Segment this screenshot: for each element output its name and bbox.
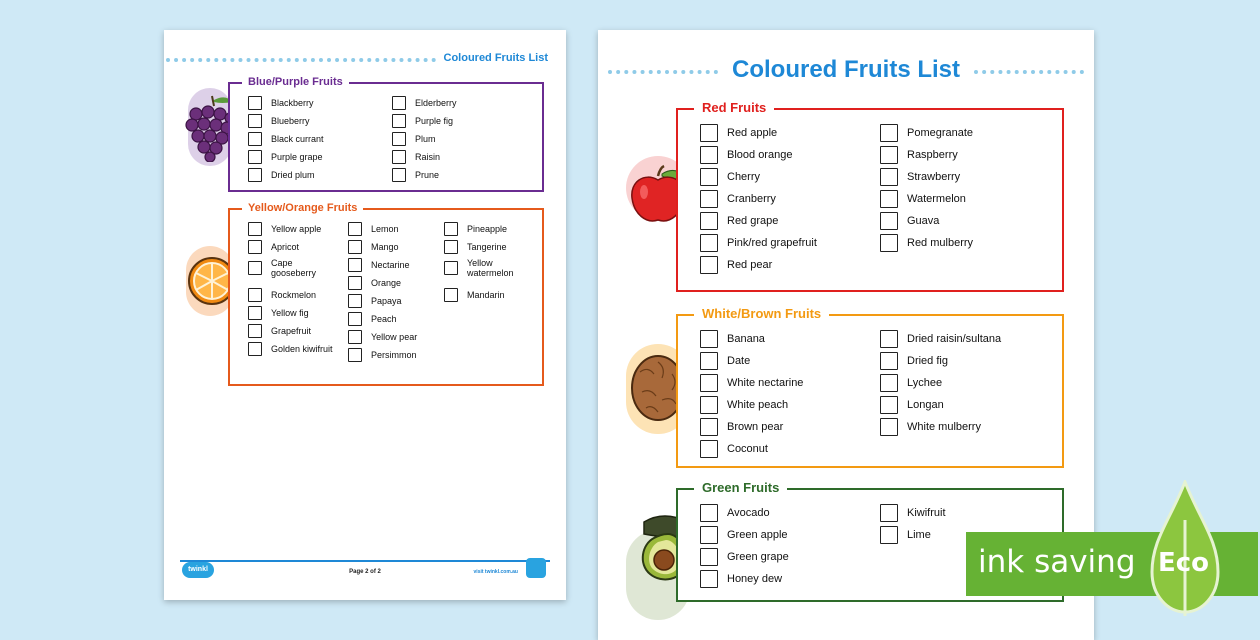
checklist-item[interactable]: [444, 240, 507, 254]
item-label: Golden kiwifruit: [271, 344, 333, 354]
item-label: Black currant: [271, 134, 324, 144]
item-label: Rockmelon: [271, 290, 317, 300]
item-label: Yellow watermelon: [467, 258, 514, 278]
item-label: Apricot: [271, 242, 300, 252]
checklist-item[interactable]: [392, 132, 436, 146]
checklist-item[interactable]: [880, 526, 931, 544]
item-label: Raisin: [415, 152, 441, 162]
checklist-item[interactable]: [700, 548, 789, 566]
white-brown-fruits-section: [676, 306, 1064, 468]
checklist-item[interactable]: [248, 132, 324, 146]
checklist-item[interactable]: [248, 96, 314, 110]
page-number: Page 2 of 2: [349, 569, 381, 575]
checklist-item[interactable]: [880, 234, 973, 252]
footer-url: visit twinkl.com.au: [473, 569, 518, 575]
checkbox[interactable]: [444, 222, 458, 236]
item-label: Purple fig: [415, 116, 454, 126]
checkbox[interactable]: [392, 96, 406, 110]
checkbox[interactable]: [700, 330, 718, 348]
checkbox[interactable]: [348, 294, 362, 308]
checkbox[interactable]: [880, 124, 898, 142]
checkbox[interactable]: [700, 374, 718, 392]
item-label: Elderberry: [415, 98, 457, 108]
checkbox[interactable]: [700, 234, 718, 252]
checkbox[interactable]: [348, 222, 362, 236]
checkbox[interactable]: [348, 276, 362, 290]
checkbox[interactable]: [700, 124, 718, 142]
checkbox[interactable]: [248, 306, 262, 320]
checklist-item[interactable]: [248, 342, 333, 356]
checkbox[interactable]: [348, 258, 362, 272]
yellow-orange-section: [228, 202, 544, 386]
item-label: Red apple: [727, 127, 778, 139]
checkbox[interactable]: [392, 114, 406, 128]
item-label: Blood orange: [727, 149, 793, 161]
item-label: Yellow pear: [371, 332, 418, 342]
eco-label: Eco: [1158, 548, 1210, 578]
item-label: Persimmon: [371, 350, 417, 360]
checkbox[interactable]: [348, 348, 362, 362]
checkbox[interactable]: [700, 504, 718, 522]
checklist-item[interactable]: [392, 150, 440, 164]
checkbox[interactable]: [444, 261, 458, 275]
item-label: Brown pear: [727, 421, 784, 433]
quality-badge-icon: [526, 558, 546, 578]
item-label: Kiwifruit: [907, 507, 946, 519]
checklist-item[interactable]: [248, 324, 311, 338]
checklist-item[interactable]: [348, 330, 417, 344]
item-label: Papaya: [371, 296, 402, 306]
checklist-item[interactable]: [248, 306, 309, 320]
item-label: Honey dew: [727, 573, 783, 585]
checkbox[interactable]: [880, 190, 898, 208]
checklist-item[interactable]: [248, 240, 299, 254]
checkbox[interactable]: [248, 96, 262, 110]
checkbox[interactable]: [248, 288, 262, 302]
footer-line: [180, 560, 550, 562]
checklist-item[interactable]: [700, 504, 770, 522]
checkbox[interactable]: [880, 352, 898, 370]
item-label: Red grape: [727, 215, 779, 227]
checklist-item[interactable]: [880, 212, 939, 230]
checkbox[interactable]: [700, 440, 718, 458]
checklist-item[interactable]: [700, 526, 788, 544]
section-title: Green Fruits: [694, 480, 787, 495]
item-label: Pineapple: [467, 224, 508, 234]
item-label: Pomegranate: [907, 127, 974, 139]
section-title: Blue/Purple Fruits: [242, 76, 349, 88]
item-label: Nectarine: [371, 260, 410, 270]
checklist-item[interactable]: [700, 396, 788, 414]
checkbox[interactable]: [444, 240, 458, 254]
checklist-item[interactable]: [444, 288, 505, 302]
item-label: Purple grape: [271, 152, 323, 162]
checklist-item[interactable]: [348, 348, 417, 362]
checkbox[interactable]: [700, 352, 718, 370]
checkbox[interactable]: [248, 342, 262, 356]
item-label: Dried plum: [271, 170, 315, 180]
worksheet-page-2-preview: [164, 30, 566, 600]
checklist-item[interactable]: [880, 146, 958, 164]
checklist-item[interactable]: [700, 440, 768, 458]
checkbox[interactable]: [248, 114, 262, 128]
checkbox[interactable]: [700, 396, 718, 414]
checkbox[interactable]: [700, 212, 718, 230]
checkbox[interactable]: [880, 146, 898, 164]
checklist-item[interactable]: [700, 330, 765, 348]
checkbox[interactable]: [880, 526, 898, 544]
checklist-item[interactable]: [880, 374, 942, 392]
checkbox[interactable]: [248, 150, 262, 164]
checklist-item[interactable]: [348, 276, 401, 290]
checkbox[interactable]: [880, 396, 898, 414]
checklist-item[interactable]: [348, 222, 399, 236]
checkbox[interactable]: [248, 222, 262, 236]
item-label: Dried fig: [907, 355, 948, 367]
checkbox[interactable]: [880, 234, 898, 252]
item-label: Peach: [371, 314, 397, 324]
checklist-item[interactable]: [248, 288, 316, 302]
item-label: Guava: [907, 215, 940, 227]
checkbox[interactable]: [880, 374, 898, 392]
page-title: Coloured Fruits List: [732, 56, 960, 83]
checklist-item[interactable]: [444, 258, 523, 278]
checkbox[interactable]: [392, 132, 406, 146]
item-label: Cranberry: [727, 193, 776, 205]
item-label: Orange: [371, 278, 402, 288]
checkbox[interactable]: [700, 526, 718, 544]
checkbox[interactable]: [880, 418, 898, 436]
checkbox[interactable]: [700, 190, 718, 208]
checklist-item[interactable]: [444, 222, 507, 236]
checklist-item[interactable]: [248, 168, 315, 182]
checklist-item[interactable]: [392, 114, 453, 128]
item-label: Cape gooseberry: [271, 258, 317, 278]
blue-purple-section: [228, 76, 544, 192]
checklist-item[interactable]: [700, 124, 777, 142]
item-label: Pink/red grapefruit: [727, 237, 817, 249]
item-label: Green apple: [727, 529, 788, 541]
checkbox[interactable]: [700, 168, 718, 186]
checklist-item[interactable]: [700, 146, 792, 164]
item-label: Lime: [907, 529, 931, 541]
checklist-item[interactable]: [700, 168, 760, 186]
item-label: Strawberry: [907, 171, 961, 183]
checklist-item[interactable]: [880, 352, 948, 370]
checklist-item[interactable]: [700, 190, 776, 208]
section-title: White/Brown Fruits: [694, 306, 829, 321]
checklist-item[interactable]: [700, 256, 772, 274]
checklist-item[interactable]: [880, 190, 966, 208]
ink-saving-text: ink saving: [978, 544, 1136, 580]
dotted-divider: [166, 58, 436, 62]
checklist-item[interactable]: [348, 294, 402, 308]
item-label: Raspberry: [907, 149, 958, 161]
item-label: Grapefruit: [271, 326, 312, 336]
checklist-item[interactable]: [348, 312, 397, 326]
checklist-item[interactable]: [880, 168, 960, 186]
checklist-item[interactable]: [348, 258, 410, 272]
checkbox[interactable]: [348, 312, 362, 326]
checkbox[interactable]: [248, 132, 262, 146]
item-label: Cherry: [727, 171, 761, 183]
item-label: Lychee: [907, 377, 943, 389]
item-label: Watermelon: [907, 193, 966, 205]
item-label: Mandarin: [467, 290, 505, 300]
checklist-item[interactable]: [700, 234, 817, 252]
checklist-item[interactable]: [880, 418, 981, 436]
checkbox[interactable]: [700, 146, 718, 164]
checklist-item[interactable]: [700, 570, 782, 588]
checkbox[interactable]: [444, 288, 458, 302]
checkbox[interactable]: [348, 240, 362, 254]
item-label: Blackberry: [271, 98, 314, 108]
item-label: White mulberry: [907, 421, 981, 433]
twinkl-logo: twinkl: [182, 562, 214, 578]
item-label: Green grape: [727, 551, 789, 563]
checkbox[interactable]: [348, 330, 362, 344]
item-label: Date: [727, 355, 751, 367]
item-label: Longan: [907, 399, 944, 411]
item-label: Red mulberry: [907, 237, 974, 249]
page-title: Coloured Fruits List: [443, 52, 548, 64]
checkbox[interactable]: [700, 570, 718, 588]
checkbox[interactable]: [880, 168, 898, 186]
item-label: White nectarine: [727, 377, 804, 389]
checkbox[interactable]: [248, 168, 262, 182]
checklist-item[interactable]: [248, 114, 310, 128]
checklist-item[interactable]: [248, 150, 323, 164]
checklist-item[interactable]: [700, 212, 778, 230]
checklist-item[interactable]: [700, 418, 783, 436]
checklist-item[interactable]: [880, 504, 946, 522]
item-label: Plum: [415, 134, 436, 144]
checkbox[interactable]: [700, 418, 718, 436]
red-fruits-section: [676, 100, 1064, 292]
checklist-item[interactable]: [880, 124, 973, 142]
checklist-item[interactable]: [392, 96, 457, 110]
checkbox[interactable]: [392, 150, 406, 164]
item-label: Mango: [371, 242, 399, 252]
item-label: Coconut: [727, 443, 768, 455]
item-label: Blueberry: [271, 116, 310, 126]
item-label: Yellow fig: [271, 308, 309, 318]
section-title: Red Fruits: [694, 100, 774, 115]
checklist-item[interactable]: [700, 374, 803, 392]
item-label: Lemon: [371, 224, 399, 234]
checkbox[interactable]: [392, 168, 406, 182]
checkbox[interactable]: [700, 256, 718, 274]
item-label: Prune: [415, 170, 440, 180]
checkbox[interactable]: [880, 330, 898, 348]
item-label: White peach: [727, 399, 789, 411]
checklist-item[interactable]: [700, 352, 750, 370]
item-label: Red pear: [727, 259, 773, 271]
checkbox[interactable]: [248, 261, 262, 275]
checkbox[interactable]: [248, 324, 262, 338]
item-label: Avocado: [727, 507, 770, 519]
section-title: Yellow/Orange Fruits: [242, 202, 363, 214]
checkbox[interactable]: [880, 504, 898, 522]
checklist-item[interactable]: [880, 396, 944, 414]
item-label: Tangerine: [467, 242, 507, 252]
item-label: Yellow apple: [271, 224, 322, 234]
item-label: Dried raisin/sultana: [907, 333, 1002, 345]
checkbox[interactable]: [880, 212, 898, 230]
checklist-item[interactable]: [248, 258, 327, 278]
checklist-item[interactable]: [392, 168, 439, 182]
item-label: Banana: [727, 333, 765, 345]
checklist-item[interactable]: [880, 330, 1001, 348]
checklist-item[interactable]: [248, 222, 321, 236]
checkbox[interactable]: [248, 240, 262, 254]
checkbox[interactable]: [700, 548, 718, 566]
checklist-item[interactable]: [348, 240, 399, 254]
